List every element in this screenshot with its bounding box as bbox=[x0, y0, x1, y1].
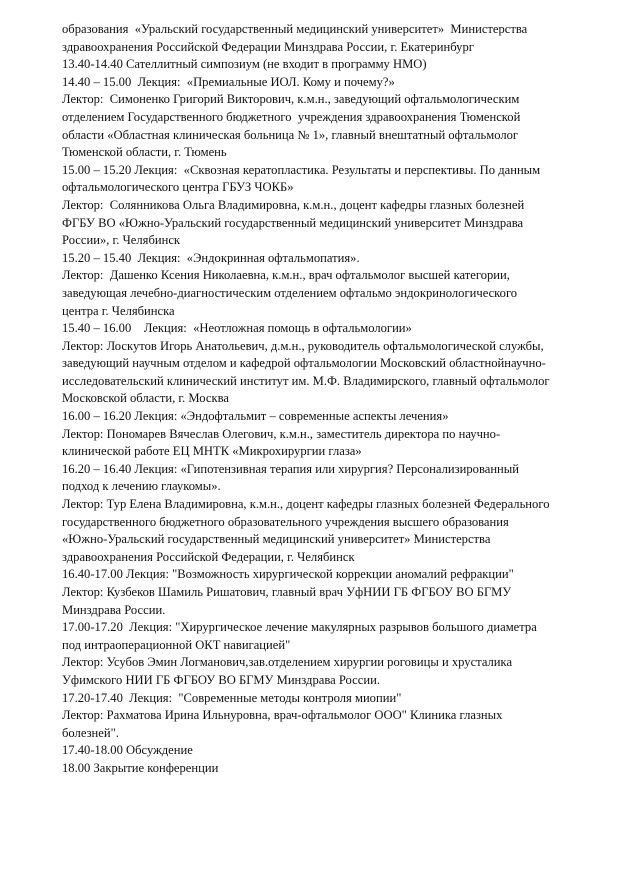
document-page bbox=[62, 21, 622, 778]
text-line: 17.00-17.20 Лекция: "Хирургическое лечение макулярных разрывов большого диаметра bbox=[62, 620, 537, 635]
text-line: «Южно-Уральский государственный медицинский университет» Министерства bbox=[62, 532, 491, 547]
text-line: 13.40-14.40 Сателлитный симпозиум (не входит в программу НМО) bbox=[62, 57, 427, 72]
text-line: 17.40-18.00 Обсуждение bbox=[62, 743, 193, 758]
program-paragraph bbox=[62, 408, 622, 426]
text-line: 15.20 – 15.40 Лекция: «Эндокринная офтальмопатия». bbox=[62, 250, 360, 265]
program-paragraph bbox=[62, 21, 622, 56]
text-line: клинической работе ЕЦ МНТК «Микрохирургии глаза» bbox=[62, 444, 362, 459]
text-line: Лектор: Солянникова Ольга Владимировна, к.м.н., доцент кафедры глазных болезней bbox=[62, 197, 525, 212]
text-line: Лектор: Усубов Эмин Логманович,зав.отделением хирургии роговицы и хрусталика bbox=[62, 655, 513, 670]
text-line: 18.00 Закрытие конференции bbox=[62, 760, 219, 775]
text-line: ФГБУ ВО «Южно-Уральский государственный медицинский университет Минздрава bbox=[62, 215, 524, 230]
text-line: Лектор: Кузбеков Шамиль Ришатович, главный врач УфНИИ ГБ ФГБОУ ВО БГМУ bbox=[62, 585, 512, 599]
program-paragraph bbox=[62, 56, 622, 74]
text-line: 17.20-17.40 Лекция: "Современные методы контроля миопии" bbox=[62, 690, 402, 705]
text-line: 16.20 – 16.40 Лекция: «Гипотензивная терапия или хирургия? Персонализированный bbox=[62, 461, 520, 476]
text-line: Лектор: Дашенко Ксения Николаевна, к.м.н., врач офтальмолог высшей категории, bbox=[62, 268, 510, 283]
program-paragraph bbox=[62, 619, 622, 654]
program-paragraph bbox=[62, 338, 622, 408]
program-paragraph bbox=[62, 197, 622, 250]
text-line: отделением Государственного бюджетного учреждения здравоохранения Тюменской bbox=[62, 109, 521, 124]
program-paragraph bbox=[62, 496, 622, 566]
program-paragraph bbox=[62, 760, 622, 778]
program-paragraph bbox=[62, 267, 622, 320]
text-line: центра г. Челябинска bbox=[62, 303, 175, 318]
text-line: Лектор: Пономарев Вячеслав Олегович, к.м.н., заместитель директора по научно- bbox=[62, 426, 501, 441]
program-paragraph bbox=[62, 461, 622, 496]
program-paragraph bbox=[62, 707, 622, 742]
text-line: офтальмологического центра ГБУЗ ЧОКБ» bbox=[62, 180, 294, 195]
text-line: 16.00 – 16.20 Лекция: «Эндофтальмит – современные аспекты лечения» bbox=[62, 409, 449, 424]
text-line: образования «Уральский государственный медицинский университет» Министерства bbox=[62, 22, 528, 36]
program-paragraph bbox=[62, 74, 622, 92]
text-line: государственного бюджетного образовательного учреждения высшего образования bbox=[62, 514, 509, 529]
text-line: 16.40-17.00 Лекция: "Возможность хирургической коррекции аномалий рефракции" bbox=[62, 567, 514, 582]
text-line: Лектор: Тур Елена Владимировна, к.м.н., доцент кафедры глазных болезней Федерального bbox=[62, 497, 550, 512]
text-line: области «Областная клиническая больница № 1», главный внештатный офтальмолог bbox=[62, 127, 519, 142]
text-line: 14.40 – 15.00 Лекция: «Премиальные ИОЛ. Кому и почему?» bbox=[62, 74, 395, 89]
text-line: Лектор: Симоненко Григорий Викторович, к.м.н., заведующий офтальмологическим bbox=[62, 92, 520, 107]
text-line: Лектор: Рахматова Ирина Ильнуровна, врач-офтальмолог ООО" Клиника глазных bbox=[62, 708, 503, 723]
program-paragraph bbox=[62, 91, 622, 161]
text-line: 15.40 – 16.00 Лекция: «Неотложная помощь в офтальмологии» bbox=[62, 321, 412, 336]
text-line: заведующая лечебно-диагностическим отделением офтальмо эндокринологического bbox=[62, 285, 518, 300]
text-line: 15.00 – 15.20 Лекция: «Сквозная кератопластика. Результаты и перспективы. По данным bbox=[62, 162, 541, 177]
text-line: подход к лечению глаукомы». bbox=[62, 479, 221, 494]
text-line: исследовательский клинический институт им. М.Ф. Владимирского, главный офтальмолог bbox=[62, 373, 550, 388]
text-line: здравоохранения Российской Федерации, г. Челябинск bbox=[62, 549, 355, 564]
text-line: Лектор: Лоскутов Игорь Анатольевич, д.м.н., руководитель офтальмологической службы, bbox=[62, 338, 544, 353]
program-paragraph bbox=[62, 690, 622, 708]
text-line: Тюменской области, г. Тюмень bbox=[62, 145, 227, 160]
program-paragraph bbox=[62, 426, 622, 461]
program-paragraph bbox=[62, 566, 622, 584]
text-line: заведующий научным отделом и кафедрой офтальмологии Московский областнойнаучно- bbox=[62, 356, 546, 371]
program-paragraph bbox=[62, 250, 622, 268]
program-paragraph bbox=[62, 742, 622, 760]
program-paragraph bbox=[62, 654, 622, 689]
text-line: Уфимского НИИ ГБ ФГБОУ ВО БГМУ Минздрава России. bbox=[62, 672, 380, 687]
program-paragraph bbox=[62, 320, 622, 338]
program-paragraph bbox=[62, 584, 622, 619]
text-line: под интраоперационной ОКТ навигацией" bbox=[62, 637, 291, 652]
text-line: болезней". bbox=[62, 725, 119, 740]
text-line: России», г. Челябинск bbox=[62, 233, 181, 248]
program-paragraph bbox=[62, 162, 622, 197]
text-line: Минздрава России. bbox=[62, 602, 166, 617]
text-line: здравоохранения Российской Федерации Минздрава России, г. Екатеринбург bbox=[62, 39, 474, 54]
text-line: Московской области, г. Москва bbox=[62, 391, 229, 406]
